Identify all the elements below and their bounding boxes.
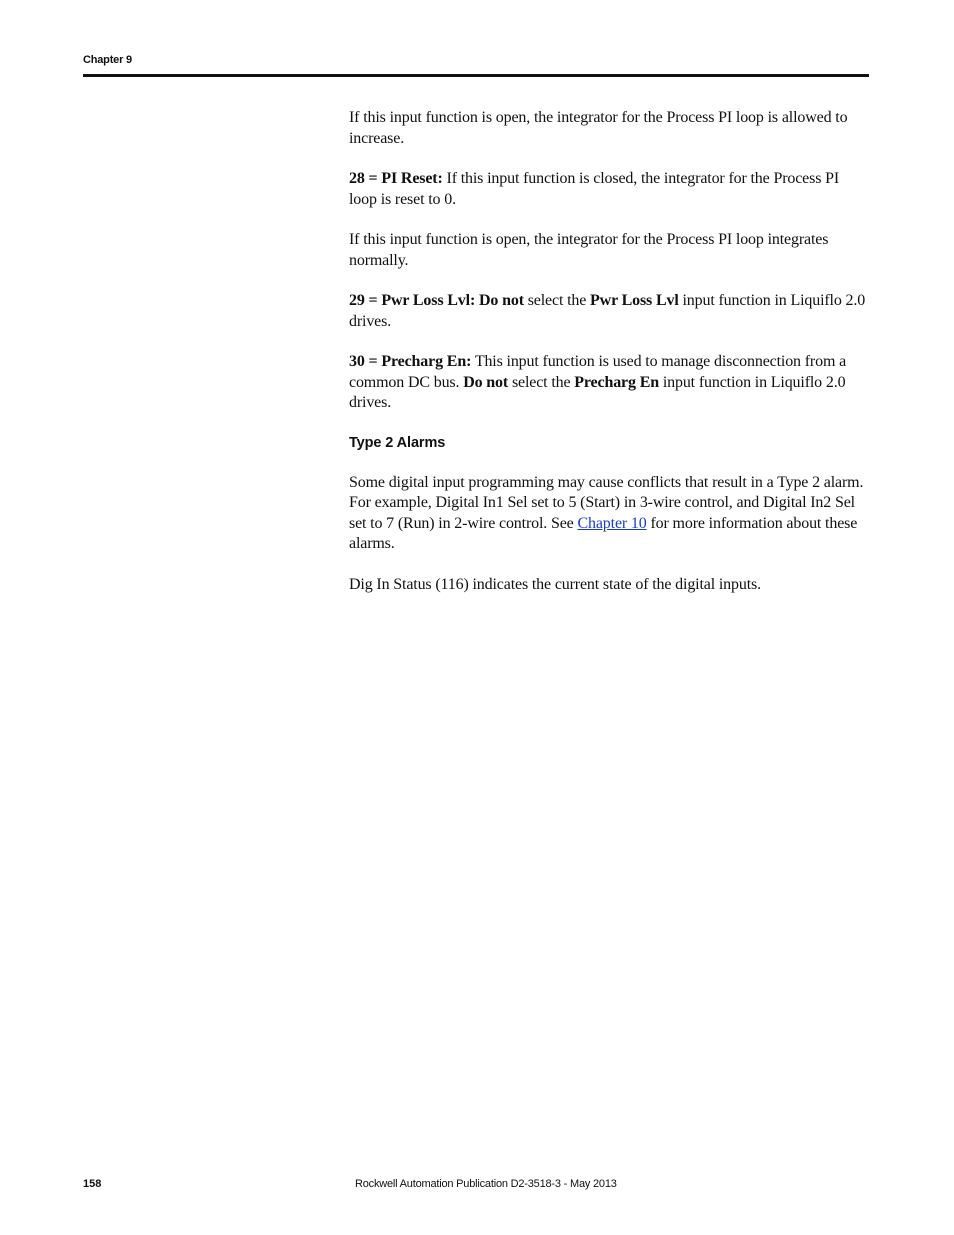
paragraph-integrator-open: If this input function is open, the integrator for the Process PI loop is allowed to increase. xyxy=(349,109,848,147)
pwr-loss-lvl-label: 29 = Pwr Loss Lvl: xyxy=(349,292,476,309)
page-number: 158 xyxy=(83,1178,102,1190)
publication-info: Rockwell Automation Publication D2-3518-3 - May 2013 xyxy=(355,1178,617,1190)
header-divider xyxy=(83,74,869,77)
precharg-en-label: 30 = Precharg En: xyxy=(349,353,472,370)
paragraph-type2-alarms: Some digital input programming may cause conflicts that result in a Type 2 alarm. For example, Digital In1 Sel set to 5 (Start) in 3-wire control, and Digital In2 Sel set to 7 (Run) in 2-wire control. See Chapter 10 for more information about these alarms. xyxy=(349,473,864,552)
paragraph-precharg-en: 30 = Precharg En: This input function is used to manage disconnection from a common DC bus. Do not select the Precharg En input function in Liquiflo 2.0 drives. xyxy=(349,353,847,411)
paragraph-pwr-loss-lvl: 29 = Pwr Loss Lvl: Do not select the Pwr Loss Lvl input function in Liquiflo 2.0 drives. xyxy=(349,292,866,330)
main-content xyxy=(349,108,869,615)
pi-reset-label: 28 = PI Reset: xyxy=(349,170,443,187)
paragraph-dig-in-status: Dig In Status (116) indicates the current state of the digital inputs. xyxy=(349,575,761,593)
paragraph-integrator-normal: If this input function is open, the integrator for the Process PI loop integrates normally. xyxy=(349,231,829,269)
section-heading-type2-alarms: Type 2 Alarms xyxy=(349,434,446,451)
chapter-label: Chapter 9 xyxy=(83,54,132,66)
chapter-10-link[interactable]: Chapter 10 xyxy=(577,514,647,532)
paragraph-pi-reset: 28 = PI Reset: If this input function is closed, the integrator for the Process PI loop is reset to 0. xyxy=(349,170,840,208)
